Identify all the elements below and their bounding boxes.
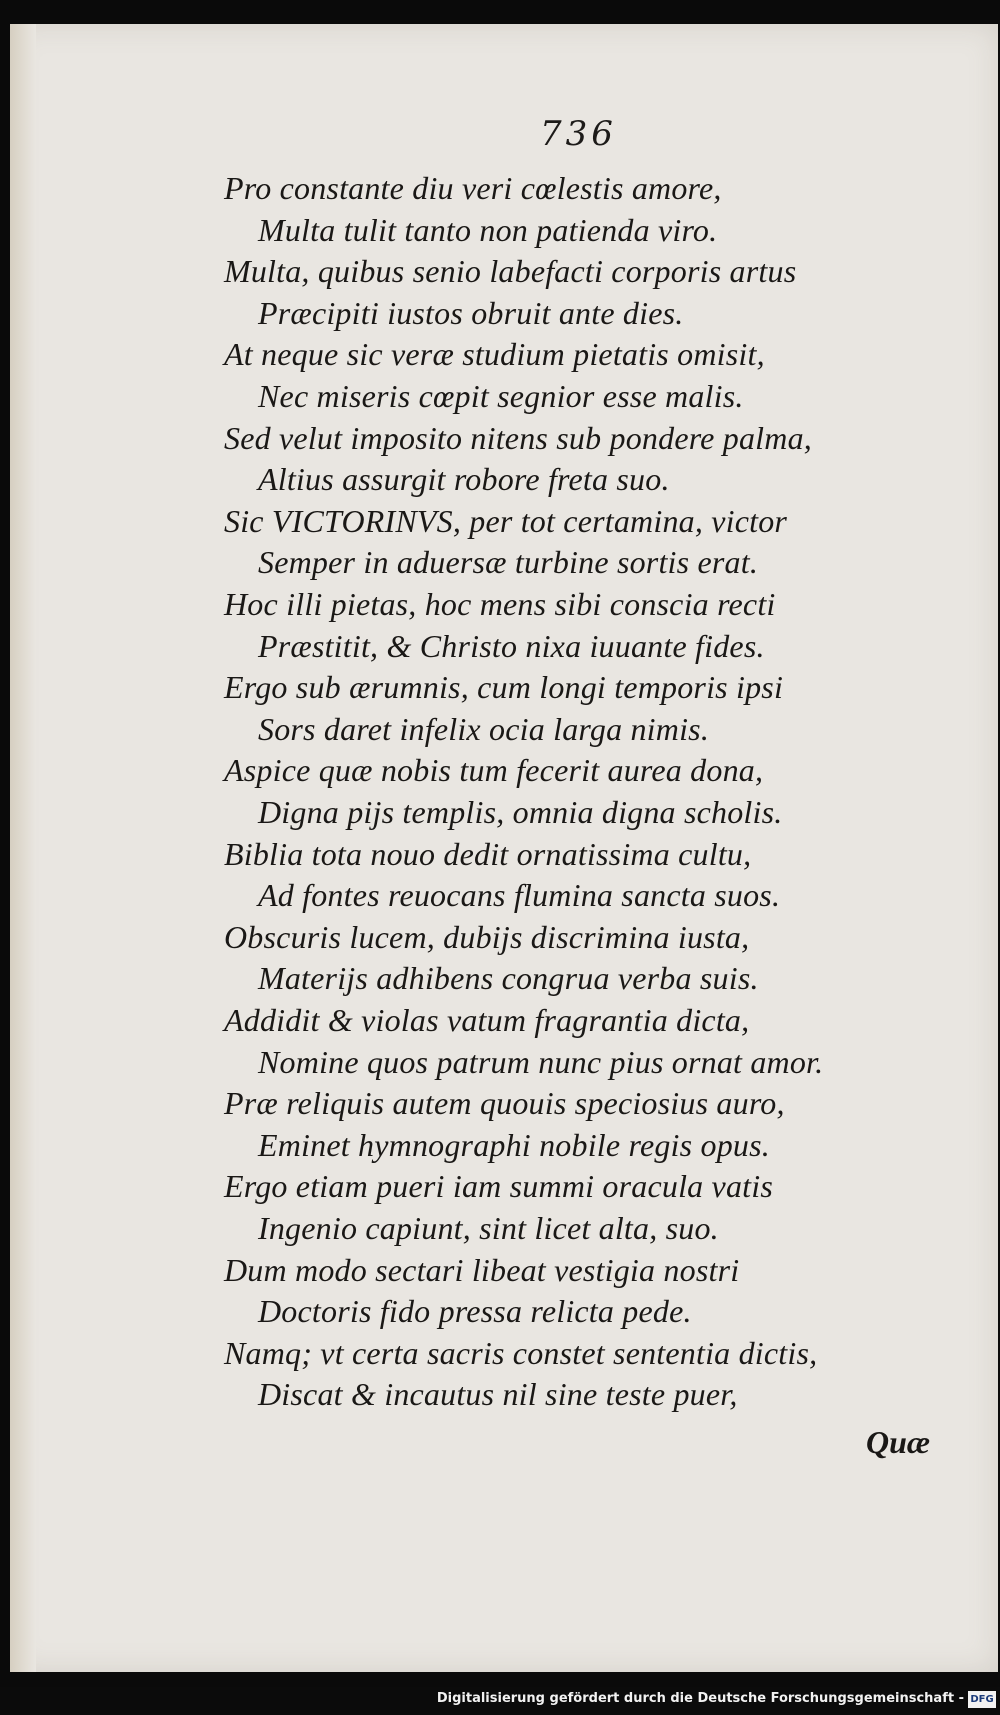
verse-line-indented: Multa tulit tanto non patienda viro. [258, 211, 718, 248]
footer-credit: Digitalisierung gefördert durch die Deutsche Forschungsgemeinschaft - [436, 1691, 964, 1706]
verse-line: Pro constante diu veri cœlestis amore, [224, 170, 722, 206]
verse-line-indented: Altius assurgit robore freta suo. [258, 461, 670, 498]
verse-line-indented: Sors daret infelix ocia larga nimis. [258, 710, 710, 747]
verse-line-indented: Præstitit, & Christo nixa iuuante fides. [258, 627, 765, 664]
verse-line-indented: Semper in aduersæ turbine sortis erat. [258, 544, 759, 581]
verse-line: Obscuris lucem, dubijs discrimina iusta, [224, 918, 750, 955]
catchword: Quæ [866, 1424, 931, 1460]
verse-line: Hoc illi pietas, hoc mens sibi conscia recti [224, 586, 776, 622]
verse-line-indented: Nec miseris cœpit segnior esse malis. [258, 378, 744, 414]
page-number: 736 [540, 114, 617, 154]
page-gutter-shadow [10, 24, 36, 1672]
verse-line: At neque sic veræ studium pietatis omisit, [224, 336, 765, 373]
verse-line: Ergo etiam pueri iam summi oracula vatis [224, 1168, 773, 1205]
verse-line-indented: Nomine quos patrum nunc pius ornat amor. [258, 1043, 824, 1080]
dfg-logo: DFG [968, 1691, 996, 1708]
footer-bar [0, 1687, 1000, 1715]
book-page [10, 24, 998, 1672]
verse-line-indented: Ad fontes reuocans flumina sancta suos. [258, 877, 781, 914]
verse-line-indented: Præcipiti iustos obruit ante dies. [258, 294, 684, 331]
verse-line-indented: Materijs adhibens congrua verba suis. [258, 960, 759, 997]
verse-line-indented: Digna pijs templis, omnia digna scholis. [258, 794, 783, 830]
verse-line: Addidit & violas vatum fragrantia dicta, [224, 1002, 750, 1038]
verse-line: Aspice quæ nobis tum fecerit aurea dona, [224, 752, 764, 789]
verse-line-indented: Eminet hymnographi nobile regis opus. [258, 1126, 770, 1163]
verse-line-indented: Ingenio capiunt, sint licet alta, suo. [258, 1210, 719, 1246]
verse-line: Præ reliquis autem quouis speciosius auro, [224, 1085, 785, 1122]
verse-line: Dum modo sectari libeat vestigia nostri [224, 1251, 740, 1288]
verse-line: Sed velut imposito nitens sub pondere palma, [224, 419, 812, 456]
verse-line-indented: Doctoris fido pressa relicta pede. [258, 1293, 692, 1330]
verse-line: Ergo sub ærumnis, cum longi temporis ipsi [224, 669, 784, 706]
verse-line-indented: Discat & incautus nil sine teste puer, [258, 1376, 738, 1413]
verse-line: Namq; vt certa sacris constet sententia dictis, [224, 1334, 818, 1371]
verse-line: Multa, quibus senio labefacti corporis artus [224, 253, 797, 290]
verse-line: Biblia tota nouo dedit ornatissima cultu, [224, 835, 752, 872]
verse-line: Sic VICTORINVS, per tot certamina, victor [224, 502, 788, 539]
